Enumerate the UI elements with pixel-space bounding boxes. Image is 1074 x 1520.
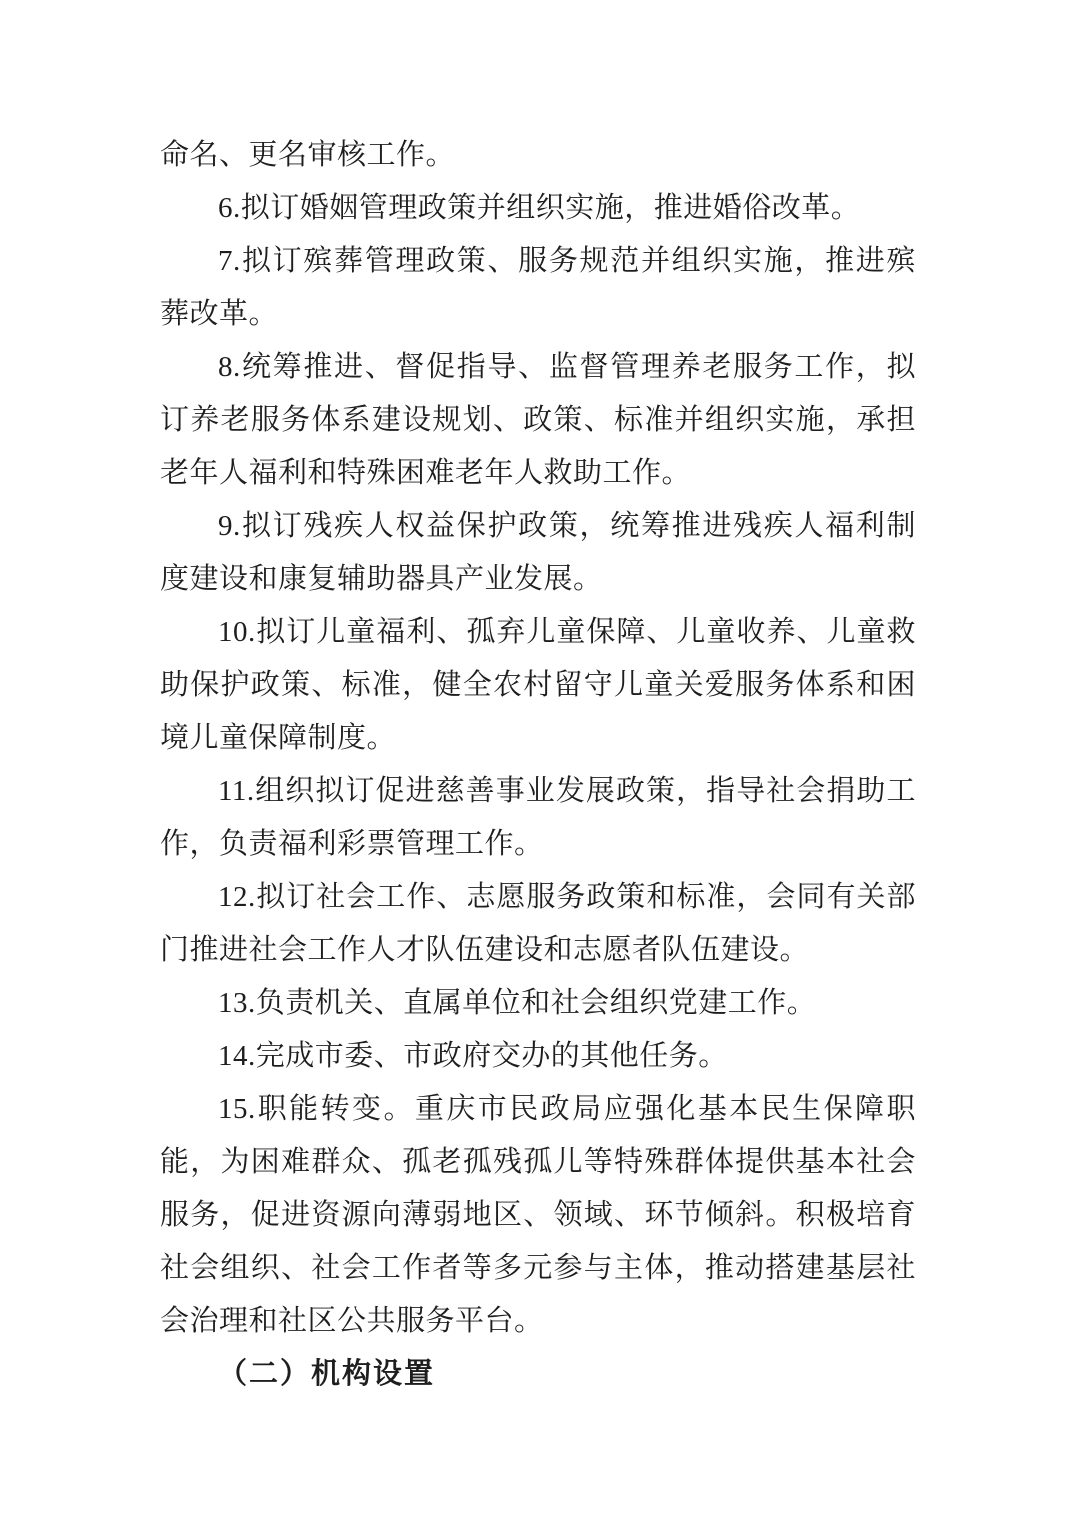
paragraph-9: 14.完成市委、市政府交办的其他任务。 bbox=[218, 1040, 728, 1072]
paragraph-4: 9.拟订残疾人权益保护政策，统筹推进残疾人福利制度建设和康复辅助器具产业发展。 bbox=[160, 510, 916, 595]
paragraph-10: 15.职能转变。重庆市民政局应强化基本民生保障职能，为困难群众、孤老孤残孤儿等特殊群体提供基本社会服务，促进资源向薄弱地区、领域、环节倾斜。积极培育社会组织、社会工作者等多元参与主体，推动搭建基层社会治理和社区公共服务平台。 bbox=[160, 1093, 916, 1337]
paragraph-1: 6.拟订婚姻管理政策并组织实施，推进婚俗改革。 bbox=[218, 192, 861, 224]
section-heading: （二）机构设置 bbox=[218, 1358, 436, 1390]
paragraph-2: 7.拟订殡葬管理政策、服务规范并组织实施，推进殡葬改革。 bbox=[160, 245, 916, 330]
paragraph-7: 12.拟订社会工作、志愿服务政策和标准，会同有关部门推进社会工作人才队伍建设和志愿者队伍建设。 bbox=[160, 881, 916, 966]
paragraph-8: 13.负责机关、直属单位和社会组织党建工作。 bbox=[218, 987, 817, 1019]
paragraph-3: 8.统筹推进、督促指导、监督管理养老服务工作，拟订养老服务体系建设规划、政策、标准并组织实施，承担老年人福利和特殊困难老年人救助工作。 bbox=[160, 351, 916, 489]
paragraph-0: 命名、更名审核工作。 bbox=[160, 139, 456, 171]
paragraph-6: 11.组织拟订促进慈善事业发展政策，指导社会捐助工作，负责福利彩票管理工作。 bbox=[160, 775, 916, 860]
paragraph-5: 10.拟订儿童福利、孤弃儿童保障、儿童收养、儿童救助保护政策、标准，健全农村留守儿童关爱服务体系和困境儿童保障制度。 bbox=[160, 616, 916, 754]
document-body bbox=[160, 129, 916, 1401]
